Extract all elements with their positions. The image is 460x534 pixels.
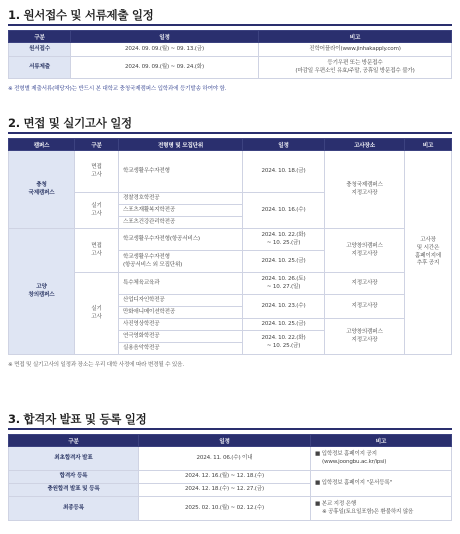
- date-cell: 2024. 10. 25.(금): [243, 319, 325, 331]
- interview-schedule-table: [8, 138, 452, 355]
- table-row: [9, 43, 452, 57]
- campus-cell: 충청 국제캠퍼스: [9, 151, 75, 229]
- note-line: 등기우편 또는 방문접수: [327, 59, 383, 66]
- header-note: 비고: [311, 435, 452, 447]
- program-cell: 스포츠건강관리학전공: [119, 217, 243, 229]
- section-title: 1. 원서접수 및 서류제출 일정: [8, 6, 452, 26]
- table-header-row: [9, 435, 452, 447]
- table-row: [9, 497, 452, 521]
- header-campus: 캠퍼스: [9, 139, 75, 151]
- row-date: 2025. 02. 10.(월) ~ 02. 12.(수): [139, 497, 311, 521]
- program-cell: 만화애니메이션학전공: [119, 307, 243, 319]
- header-category: 구분: [9, 435, 139, 447]
- application-schedule-table: [8, 30, 452, 79]
- table-row: [9, 273, 452, 295]
- program-cell: 학교생활우수자전형: [119, 151, 243, 193]
- row-note: [259, 57, 452, 79]
- table-row: [9, 447, 452, 471]
- section-title: 2. 면접 및 실기고사 일정: [8, 114, 452, 134]
- table-row: [9, 151, 452, 193]
- program-cell: 스포츠재활복지학전공: [119, 205, 243, 217]
- results-schedule-table: [8, 434, 452, 521]
- category-cell: 면접 고사: [75, 229, 119, 273]
- section-interview: [8, 114, 452, 368]
- note-line: ■ 본교 지정 은행: [315, 500, 357, 507]
- program-cell: 연극영화학전공: [119, 331, 243, 343]
- date-cell: 2024. 10. 16.(수): [243, 193, 325, 229]
- row-note: ■ 입학정보 홈페이지 "문서등록": [311, 471, 452, 497]
- program-cell: 산업디자인학전공: [119, 295, 243, 307]
- program-cell: 특수체육교육과: [119, 273, 243, 295]
- place-cell: 고양창의캠퍼스 지정고사장: [325, 319, 405, 355]
- table-row: [9, 229, 452, 251]
- remark-cell: 고사장 및 시간은 홈페이지에 추후 공지: [405, 151, 452, 355]
- row-date: 2024. 12. 16.(월) ~ 12. 18.(수): [139, 471, 311, 484]
- header-date: 일정: [71, 31, 259, 43]
- row-note: [311, 447, 452, 471]
- note-line: (www.joongbu.ac.kr/ipsi): [322, 458, 387, 465]
- table-header-row: [9, 139, 452, 151]
- row-date: 2024. 09. 09.(월) ~ 09. 13.(금): [71, 43, 259, 57]
- header-date: 일정: [139, 435, 311, 447]
- footnote: ※ 면접 및 실기고사의 일정과 장소는 우리 대학 사정에 따라 변경될 수 있음.: [8, 362, 184, 368]
- header-place: 고사장소: [325, 139, 405, 151]
- table-row: [9, 57, 452, 79]
- program-cell: 사진영상학전공: [119, 319, 243, 331]
- section-application: [8, 6, 452, 92]
- section-title: 3. 합격자 발표 및 등록 일정: [8, 410, 452, 430]
- header-remark: 비고: [405, 139, 452, 151]
- footnote: ※ 전형별 제출서류(해당자)는 반드시 본 대학교 충청국제캠퍼스 입학과에 등기발송 하여야 함.: [8, 86, 227, 92]
- row-label: 합격자 등록: [9, 471, 139, 484]
- table-header-row: [9, 31, 452, 43]
- category-cell: 실기 고사: [75, 273, 119, 355]
- place-cell: 충청국제캠퍼스 지정고사장: [325, 151, 405, 229]
- date-cell: 2024. 10. 23.(수): [243, 295, 325, 319]
- header-category: 구분: [9, 31, 71, 43]
- program-cell: 실용음악학전공: [119, 343, 243, 355]
- row-date: 2024. 11. 06.(수) 이내: [139, 447, 311, 471]
- program-cell: 학교생활우수자전형 (항공서비스 외 모집단위): [119, 251, 243, 273]
- row-note: 진학어플라이(www.jinhakapply.com): [259, 43, 452, 57]
- row-label: 최초합격자 발표: [9, 447, 139, 471]
- place-cell: 고양창의캠퍼스 지정고사장: [325, 229, 405, 273]
- category-cell: 실기 고사: [75, 193, 119, 229]
- note-line: (마감일 우편소인 유효/주말, 공휴일 방문접수 불가): [295, 67, 415, 74]
- section-results: [8, 410, 452, 521]
- row-label: 충원합격 발표 및 등록: [9, 484, 139, 497]
- header-date: 일정: [243, 139, 325, 151]
- campus-cell: 고양 창의캠퍼스: [9, 229, 75, 355]
- place-cell: 지정고사장: [325, 273, 405, 295]
- date-cell: 2024. 10. 25.(금): [243, 251, 325, 273]
- row-note: [311, 497, 452, 521]
- note-line: ※ 공휴일(토요일포함)은 환불하지 않음: [322, 508, 414, 515]
- row-date: 2024. 12. 18.(수) ~ 12. 27.(금): [139, 484, 311, 497]
- date-cell: 2024. 10. 18.(금): [243, 151, 325, 193]
- table-row: [9, 471, 452, 484]
- program-cell: 경찰경호학전공: [119, 193, 243, 205]
- row-date: 2024. 09. 09.(월) ~ 09. 24.(화): [71, 57, 259, 79]
- category-cell: 면접 고사: [75, 151, 119, 193]
- row-label: 최종등록: [9, 497, 139, 521]
- place-cell: 지정고사장: [325, 295, 405, 319]
- program-cell: 학교생활우수자전형(항공서비스): [119, 229, 243, 251]
- row-label: 서류제출: [9, 57, 71, 79]
- date-cell: 2024. 10. 26.(토) ~ 10. 27.(일): [243, 273, 325, 295]
- header-note: 비고: [259, 31, 452, 43]
- row-label: 원서접수: [9, 43, 71, 57]
- header-category: 구분: [75, 139, 119, 151]
- date-cell: 2024. 10. 22.(화) ~ 10. 25.(금): [243, 229, 325, 251]
- date-cell: 2024. 10. 22.(화) ~ 10. 25.(금): [243, 331, 325, 355]
- header-program: 전형명 및 모집단위: [119, 139, 243, 151]
- note-line: ■ 입학정보 홈페이지 공지: [315, 450, 377, 457]
